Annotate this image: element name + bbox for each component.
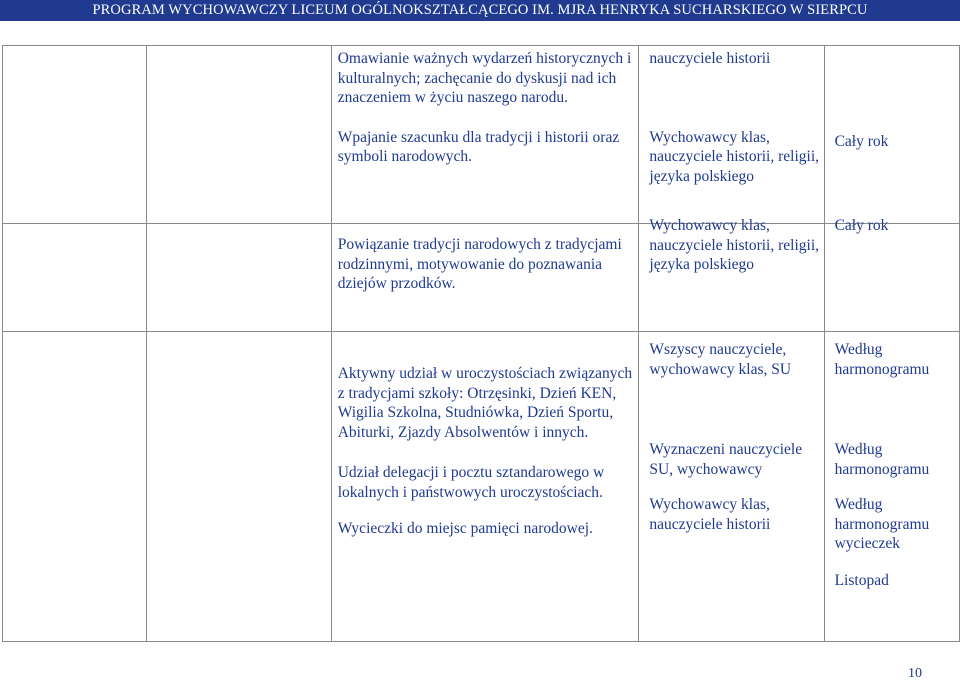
task-text: Aktywny udział w uroczystościach związanych z tradycjami szkoły: Otrzęsinki, Dzień KEN, Wigilia Szkolna, Studniówka, Dzień Sportu, Abiturki, Zjazdy Absolwentów i innych. <box>337 365 633 441</box>
responsible-text: nauczyciele historii <box>649 50 771 67</box>
tasks-cell <box>331 332 639 642</box>
header-title: PROGRAM WYCHOWAWCZY LICEUM OGÓLNOKSZTAŁCĄCEGO IM. MJRA HENRYKA SUCHARSKIEGO W SIERPCU <box>92 2 868 18</box>
deadline-text: Cały rok <box>834 217 889 234</box>
program-table <box>2 45 960 642</box>
deadline-cell <box>824 217 959 332</box>
responsible-cell <box>639 46 824 224</box>
table-row <box>3 46 960 224</box>
task-text: Powiązanie tradycji narodowych z tradycjami rodzinnymi, motywowanie do poznawania dziejów przodków. <box>337 236 622 292</box>
responsible-text: Wychowawcy klas, nauczyciele historii, religii, języka polskiego <box>649 217 819 273</box>
deadline-text: Listopad <box>834 571 889 589</box>
table-cell-empty <box>3 332 147 642</box>
table-cell-empty <box>146 46 331 224</box>
deadline-text: Według harmonogramu wycieczek <box>834 496 930 552</box>
responsible-text: Wychowawcy klas, nauczyciele historii, religii, języka polskiego <box>649 128 819 185</box>
page-number: 10 <box>908 666 922 681</box>
table-cell-empty <box>146 224 331 332</box>
tasks-cell <box>331 224 639 332</box>
table-cell-empty <box>146 332 331 642</box>
table-row <box>3 332 960 642</box>
deadline-text: Według harmonogramu <box>834 341 930 378</box>
deadline-cell <box>824 332 959 642</box>
deadline-cell <box>824 46 959 224</box>
responsible-text: Wychowawcy klas, nauczyciele historii <box>649 496 771 533</box>
document-header <box>0 0 960 21</box>
table-cell-empty <box>3 46 147 224</box>
deadline-text: Według harmonogramu <box>834 441 930 478</box>
table-row <box>3 224 960 332</box>
responsible-text: Wszyscy nauczyciele, wychowawcy klas, SU <box>649 341 792 378</box>
table-cell-empty <box>3 224 147 332</box>
task-text: Wpajanie szacunku dla tradycji i historii oraz symboli narodowych. <box>337 128 620 165</box>
deadline-text: Cały rok <box>834 133 889 150</box>
tasks-cell <box>331 46 639 224</box>
task-text: Wycieczki do miejsc pamięci narodowej. <box>337 520 593 537</box>
task-text: Omawianie ważnych wydarzeń historycznych i kulturalnych; zachęcanie do dyskusji nad ich znaczeniem w życiu naszego narodu. <box>337 50 632 106</box>
responsible-text: Wyznaczeni nauczyciele SU, wychowawcy <box>649 441 803 478</box>
responsible-cell <box>639 332 824 642</box>
responsible-cell <box>639 217 824 332</box>
task-text: Udział delegacji i pocztu sztandarowego w lokalnych i państwowych uroczystościach. <box>337 464 605 501</box>
